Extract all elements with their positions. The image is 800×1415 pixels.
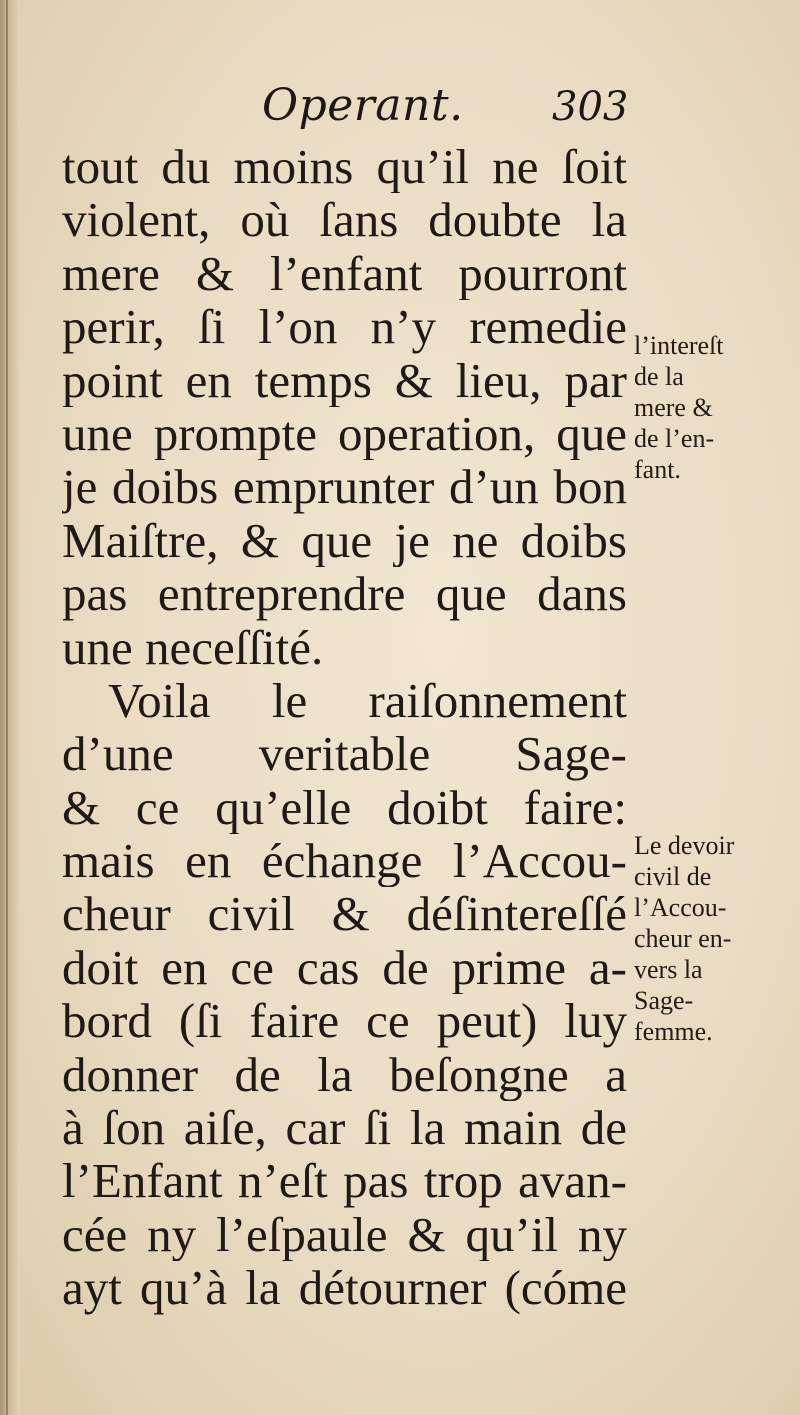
text-line: l’Enfant n’eſt pas trop avan- [62,1154,627,1208]
margin-note-line: Le devoir [634,831,735,860]
text-line: cheur civil & déſintereſſé [62,887,627,941]
text-line: violent, où ſans doubte la [62,193,627,247]
text-line: je doibs emprunter d’un bon [62,460,627,514]
gutter-fold-line [6,0,8,1415]
text-line: & ce qu’elle doibt faire: [62,780,627,835]
text-line: doit en ce cas de prime a- [62,940,627,995]
text-line: perir, ſi l’on n’y remedie [62,300,627,354]
text-line: ayt qu’à la détourner (cóme [62,1261,627,1315]
text-line: cée ny l’eſpaule & qu’il ny [62,1207,627,1262]
margin-note-line: de la [634,362,684,391]
text-line: mais en échange l’Accou- [62,834,627,888]
text-line: mere & l’enfant pourront [62,246,627,301]
text-line: une prompte operation, que [62,406,627,461]
text-line: une neceſſité. [62,619,324,675]
margin-note-interest [634,330,794,485]
margin-note-line: cheur en- [634,924,732,953]
text-line: bord (ſi faire ce peut) luy [62,994,627,1048]
margin-note-line: de l’en- [634,424,715,453]
text-line: point en temps & lieu, par [62,353,627,407]
text-line: donner de la beſongne a [62,1047,627,1102]
text-line: tout du moins qu’il ne ſoit [62,140,627,194]
text-line: Maiſtre, & que je ne doibs [62,513,627,568]
margin-note-duty [634,830,794,1047]
text-line: pas entreprendre que dans [62,567,627,621]
margin-note-line: fant. [634,455,681,484]
margin-note-line: Sage- [634,986,694,1015]
text-line: à ſon aiſe, car ſi la main de [62,1101,627,1155]
margin-note-line: vers la [634,955,703,984]
margin-note-line: l’Accou- [634,893,727,922]
page-gutter [0,0,20,1415]
margin-note-line: mere & [634,393,713,422]
margin-note-line: civil de [634,862,712,891]
body-text [62,140,627,1315]
margin-note-line: l’intereſt [634,331,724,360]
text-line: d’une veritable Sage- [62,727,627,781]
running-title: Operant. [262,80,464,131]
page-number: 303 [552,84,629,130]
margin-note-line: femme. [634,1017,713,1046]
text-line: Voila le raiſonnement [108,673,627,728]
